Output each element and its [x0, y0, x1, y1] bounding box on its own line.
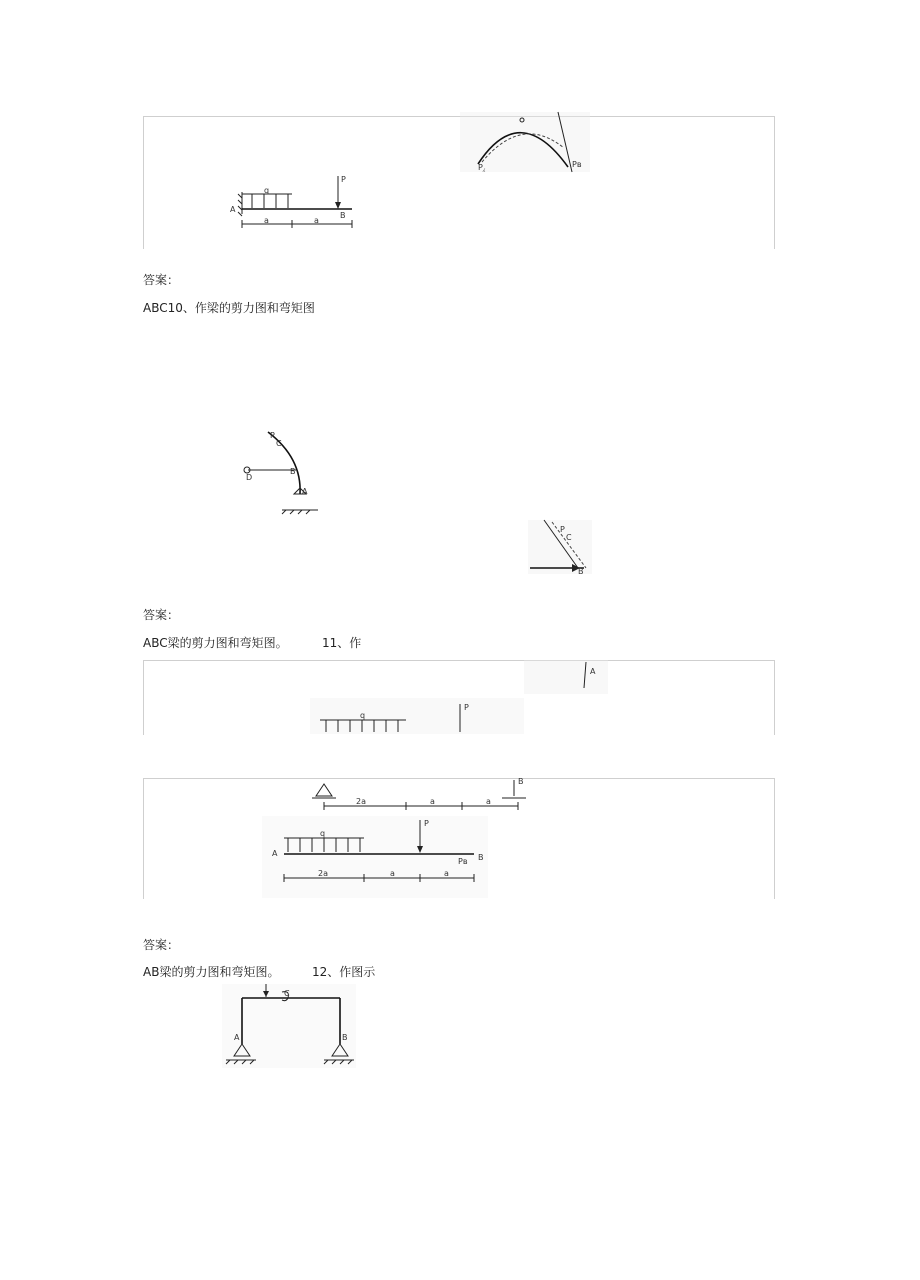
svg-text:a: a: [264, 216, 269, 225]
svg-text:P⁁: P⁁: [478, 163, 485, 172]
svg-text:B: B: [340, 211, 346, 220]
svg-text:A: A: [234, 1033, 240, 1042]
svg-text:B: B: [290, 467, 296, 476]
beam-figure-q11: [262, 816, 492, 900]
svg-text:q: q: [264, 186, 270, 195]
svg-text:Pʙ: Pʙ: [458, 857, 468, 866]
svg-text:A: A: [230, 205, 236, 214]
svg-text:C: C: [566, 533, 572, 542]
svg-text:P: P: [560, 525, 565, 534]
svg-text:A: A: [272, 849, 278, 858]
beam-figure-q10: [228, 172, 358, 242]
answer-label-q10: 答案：: [143, 273, 180, 287]
svg-text:2a: 2a: [318, 869, 328, 878]
svg-text:2a: 2a: [356, 797, 366, 806]
question-number-q12: 12、作图示: [312, 965, 376, 979]
svg-text:A: A: [590, 667, 596, 676]
beam-figure-q11-top: [306, 698, 526, 736]
svg-text:Pʙ: Pʙ: [572, 160, 582, 169]
svg-text:C: C: [284, 989, 290, 998]
svg-text:a: a: [314, 216, 319, 225]
svg-text:a: a: [390, 869, 395, 878]
answer-label-q11: 答案：: [143, 608, 180, 622]
curved-member-figure: [238, 428, 322, 520]
svg-text:P: P: [341, 175, 346, 184]
svg-text:P: P: [464, 703, 469, 712]
svg-text:B: B: [578, 567, 584, 576]
svg-text:q: q: [360, 711, 366, 720]
svg-text:a: a: [430, 797, 435, 806]
svg-text:D: D: [246, 473, 253, 482]
question-number-q11: 11、作: [322, 636, 362, 650]
question-text-q10: ABC10、作梁的剪力图和弯矩图: [143, 301, 315, 315]
svg-text:B: B: [518, 777, 524, 786]
svg-text:B: B: [478, 853, 484, 862]
question-text-q11: ABC梁的剪力图和弯矩图。: [143, 636, 288, 650]
arc-figure: [460, 112, 600, 174]
question-text-q12: AB梁的剪力图和弯矩图。: [143, 965, 280, 979]
frame-figure-q12: [222, 984, 358, 1070]
svg-text:A: A: [302, 487, 308, 496]
svg-text:P: P: [424, 819, 429, 828]
svg-text:a: a: [486, 797, 491, 806]
svg-text:B: B: [342, 1033, 348, 1042]
svg-text:q: q: [320, 829, 326, 838]
dimension-line-figure: [306, 776, 530, 812]
svg-text:a: a: [444, 869, 449, 878]
svg-text:C: C: [276, 439, 282, 448]
answer-label-q12: 答案：: [143, 938, 180, 952]
member-detail-figure: [528, 518, 594, 576]
svg-text:P: P: [270, 431, 275, 440]
support-fragment-figure: [524, 660, 614, 696]
